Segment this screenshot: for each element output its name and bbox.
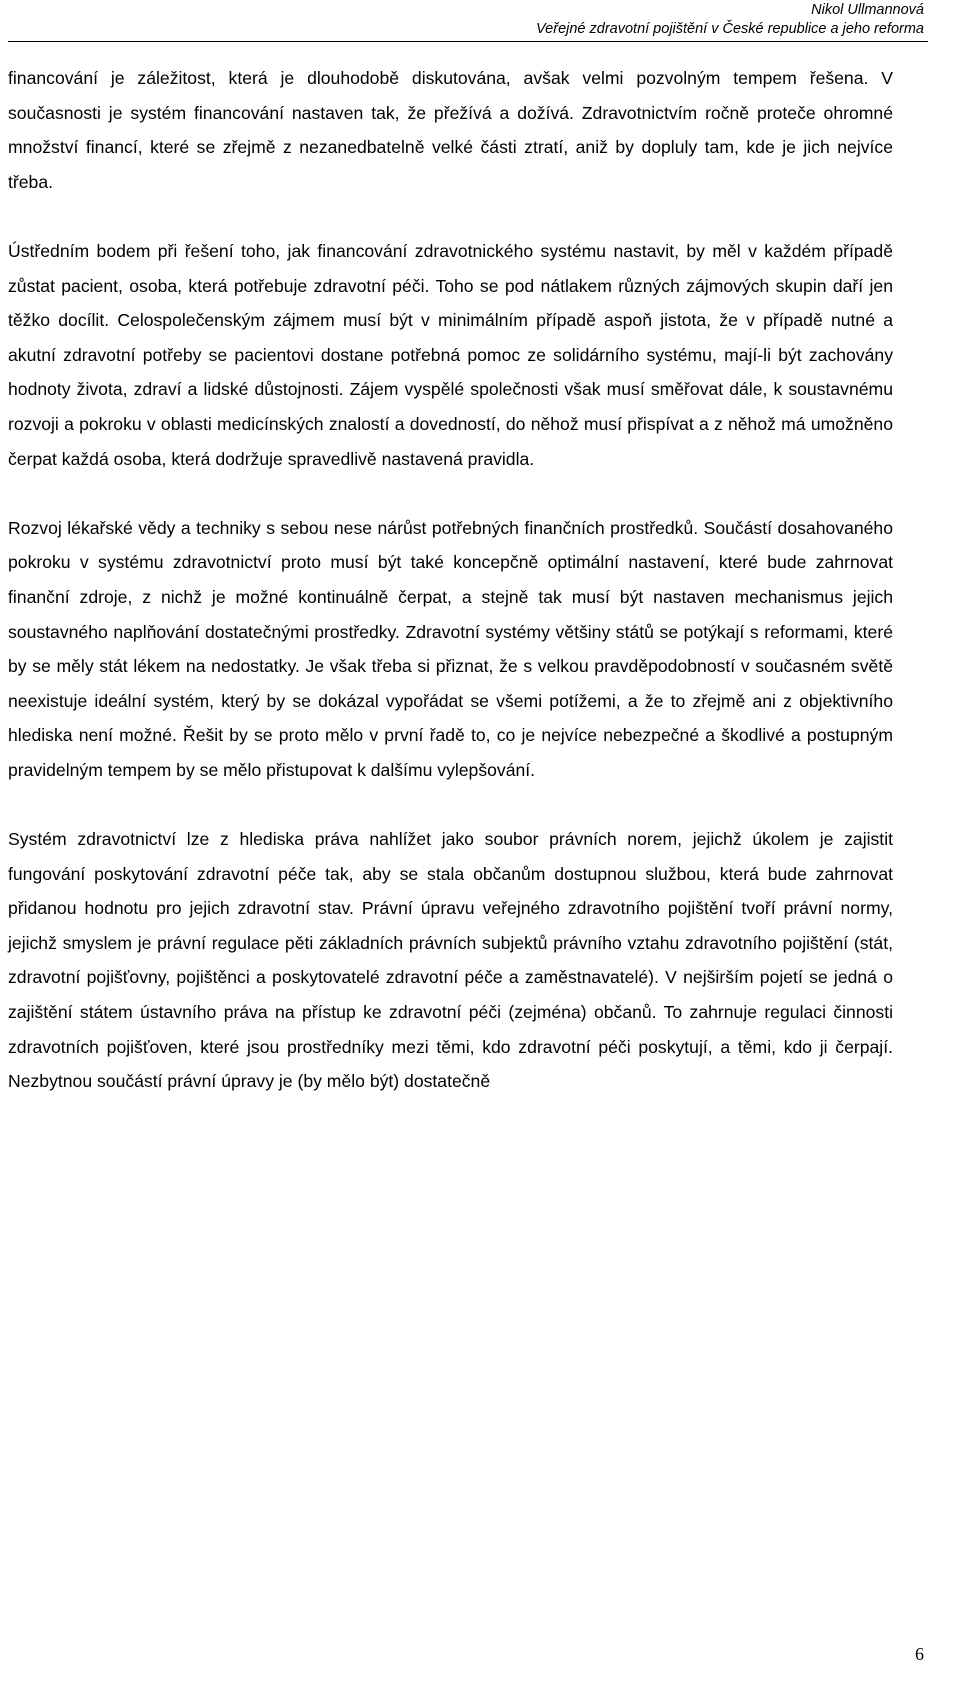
paragraph-2: Ústředním bodem při řešení toho, jak financování zdravotnického systému nastavit, by měl v každém případě zůstat pacient, osoba, která potřebuje zdravotní péči. Toho se pod nátlakem různých zájmových skupin daří jen těžko docílit. Celospolečenským zájmem musí být v minimálním případě aspoň jistota, že v případě nutné a akutní zdravotní potřeby se pacientovi dostane potřebná pomoc ze solidárního systému, mají-li být zachovány hodnoty života, zdraví a lidské důstojnosti. Zájem vyspělé společnosti však musí směřovat dále, k soustavnému rozvoji a pokroku v oblasti medicínských znalostí a dovedností, do něhož musí přispívat a z něhož má umožněno čerpat každá osoba, která dodržuje spravedlivě nastavená pravidla.: [8, 240, 893, 469]
document-body: [8, 61, 893, 1099]
paragraph-1: financování je záležitost, která je dlouhodobě diskutována, avšak velmi pozvolným tempem řešena. V současnosti je systém financování nastaven tak, že přežívá a dožívá. Zdravotnictvím ročně proteče ohromné množství financí, které se zřejmě z nezanedbatelně velké části ztratí, aniž by dopluly tam, kde je jich nejvíce třeba.: [8, 68, 893, 192]
page-number: 6: [915, 1644, 924, 1664]
paragraph-4: Systém zdravotnictví lze z hlediska práva nahlížet jako soubor právních norem, jejichž úkolem je zajistit fungování poskytování zdravotní péče tak, aby se stala občanům dostupnou službou, která bude zahrnovat přidanou hodnotu pro jejich zdravotní stav. Právní úpravu veřejného zdravotního pojištění tvoří právní normy, jejichž smyslem je právní regulace pěti základních právních subjektů právního vztahu zdravotního pojištění (stát, zdravotní pojišťovny, pojištěnci a poskytovatelé zdravotní péče a zaměstnavatelé). V nejširším pojetí se jedná o zajištění státem ústavního práva na přístup ke zdravotní péči (zejména) občanů. To zahrnuje regulaci činnosti zdravotních pojišťoven, které jsou prostředníky mezi těmi, kdo zdravotní péči poskytují, a těmi, kdo ji čerpají. Nezbytnou součástí právní úpravy je (by mělo být) dostatečně: [8, 829, 893, 1092]
header-author: Nikol Ullmannová: [811, 2, 924, 18]
header-title: Veřejné zdravotní pojištění v České republice a jeho reforma: [536, 21, 924, 37]
running-header: [536, 0, 924, 39]
header-divider: [8, 41, 928, 42]
paragraph-3: Rozvoj lékařské vědy a techniky s sebou nese nárůst potřebných finančních prostředků. Součástí dosahovaného pokroku v systému zdravotnictví proto musí být také koncepčně optimální nastavení, které bude zahrnovat finanční zdroje, z nichž je možné kontinuálně čerpat, a stejně tak musí být nastaven mechanismus jejich soustavného naplňování dostatečnými prostředky. Zdravotní systémy většiny států se potýkají s reformami, které by se měly stát lékem na nedostatky. Je však třeba si přiznat, že s velkou pravděpodobností v současném světě neexistuje ideální systém, který by se dokázal vypořádat se všemi potížemi, a že to zřejmě ani z objektivního hlediska není možné. Řešit by se proto mělo v první řadě to, co je nejvíce nebezpečné a škodlivé a postupným pravidelným tempem by se mělo přistupovat k dalšímu vylepšování.: [8, 517, 893, 780]
